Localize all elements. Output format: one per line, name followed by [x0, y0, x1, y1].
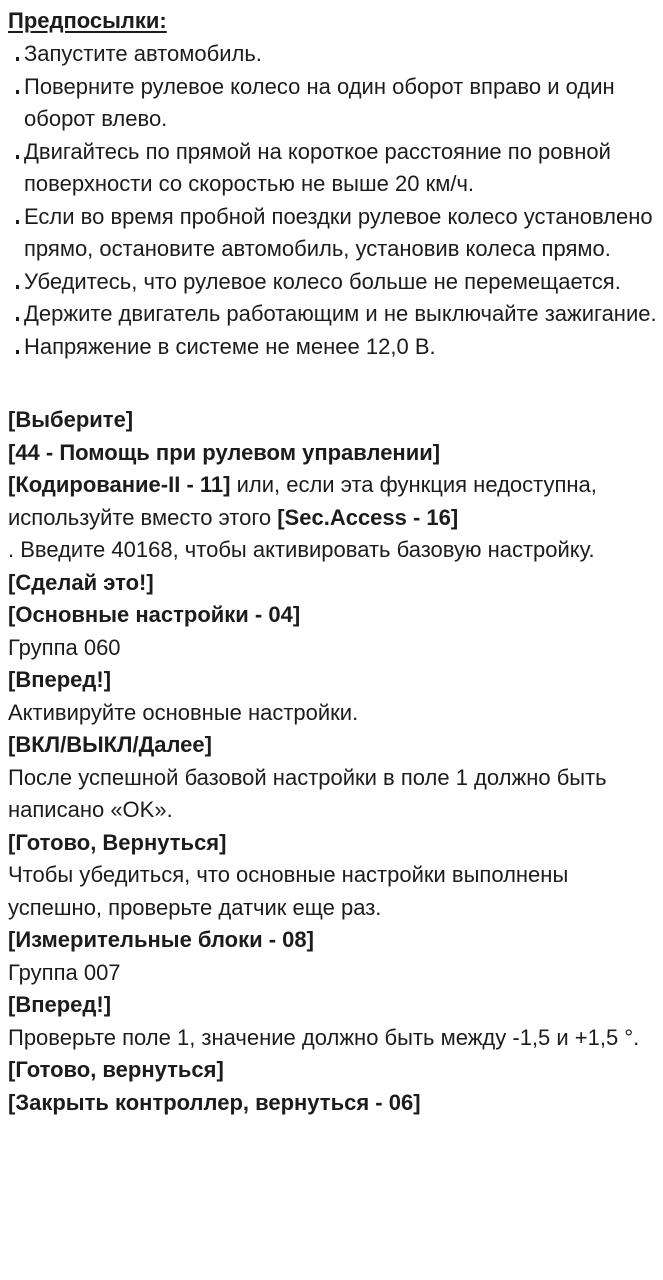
list-item: Двигайтесь по прямой на короткое расстояние по ровной поверхности со скоростью не выше 20 км/ч.: [8, 136, 657, 201]
step-measuring-blocks: [Измерительные блоки - 08]: [8, 927, 314, 952]
step-coding: [8, 469, 657, 534]
coding-alt-text: или, если эта функция недоступна, используйте вместо этого: [8, 472, 597, 530]
bullet-icon: [16, 220, 19, 224]
list-item: Напряжение в системе не менее 12,0 В.: [8, 331, 657, 364]
step-check-field: Проверьте поле 1, значение должно быть между -1,5 и +1,5 °.: [8, 1024, 640, 1050]
list-item: Запустите автомобиль.: [8, 38, 657, 71]
prerequisites-heading: Предпосылки:: [8, 8, 167, 33]
step-forward-1: [Вперед!]: [8, 667, 112, 692]
list-item: Держите двигатель работающим и не выключайте зажигание.: [8, 298, 657, 331]
bullet-icon: [16, 285, 19, 289]
step-done-return-1: [Готово, Вернуться]: [8, 829, 227, 855]
step-group-1: Группа 060: [8, 634, 121, 660]
bullet-icon: [16, 90, 19, 94]
list-item: Поверните рулевое колесо на один оборот вправо и один оборот влево.: [8, 71, 657, 136]
prerequisites-list: [8, 38, 657, 363]
sec-access-command: [Sec.Access - 16]: [277, 504, 459, 530]
bullet-icon: [16, 350, 19, 354]
step-group-2: Группа 007: [8, 959, 121, 985]
list-item: Убедитесь, что рулевое колесо больше не перемещается.: [8, 266, 657, 299]
step-after-success: После успешной базовой настройки в поле 1 должно быть написано «OK».: [8, 764, 607, 822]
step-forward-2: [Вперед!]: [8, 992, 112, 1017]
step-basic-settings: [Основные настройки - 04]: [8, 602, 301, 627]
step-do-it: [Сделай это!]: [8, 569, 154, 595]
step-activate: Активируйте основные настройки.: [8, 699, 359, 725]
step-on-off-next: [ВКЛ/ВЫКЛ/Далее]: [8, 732, 212, 757]
step-done-return-2: [Готово, вернуться]: [8, 1057, 224, 1082]
step-module: [44 - Помощь при рулевом управлении]: [8, 439, 441, 465]
procedure-steps: [8, 404, 657, 1119]
step-enter-code: . Введите 40168, чтобы активировать базовую настройку.: [8, 537, 595, 562]
bullet-icon: [16, 155, 19, 159]
step-close-controller: [Закрыть контроллер, вернуться - 06]: [8, 1089, 421, 1115]
coding-command: [Кодирование-II - 11]: [8, 472, 231, 497]
step-select: [Выберите]: [8, 407, 134, 432]
step-verify: Чтобы убедиться, что основные настройки выполнены успешно, проверьте датчик еще раз.: [8, 862, 569, 920]
bullet-icon: [16, 57, 19, 61]
section-gap: [8, 363, 657, 404]
bullet-icon: [16, 317, 19, 321]
list-item: Если во время пробной поездки рулевое колесо установлено прямо, остановите автомобиль, установив колеса прямо.: [8, 201, 657, 266]
